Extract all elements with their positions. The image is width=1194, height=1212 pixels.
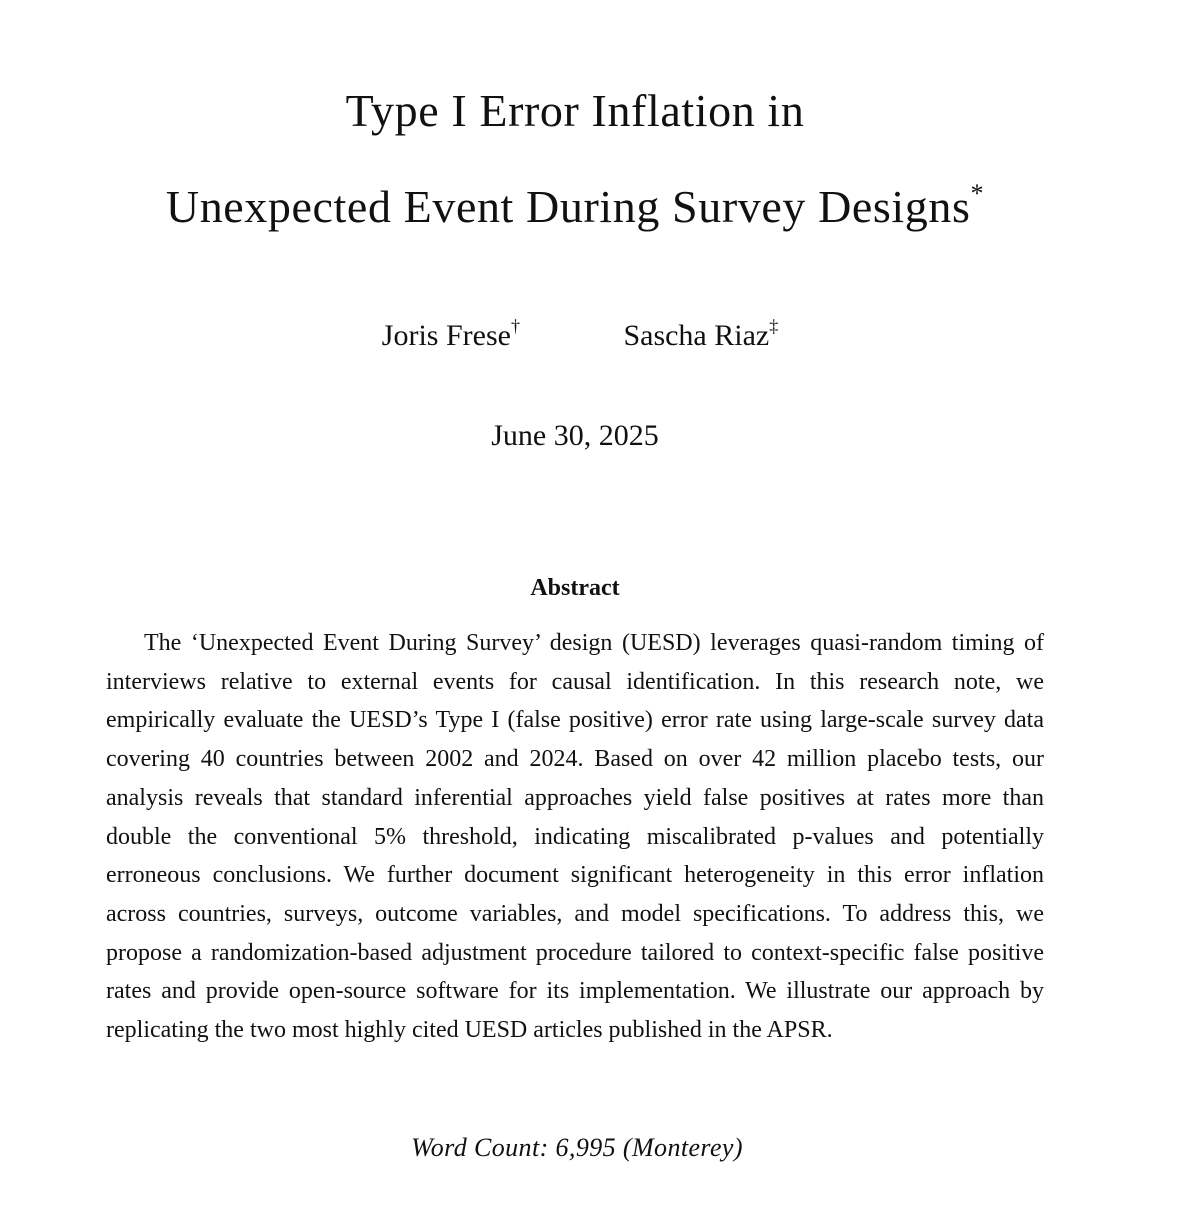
author-1-name: Joris Frese <box>381 319 511 352</box>
author-2-footnote-mark[interactable]: ‡ <box>769 316 779 336</box>
word-count: Word Count: 6,995 (Monterey) <box>411 1133 743 1162</box>
paper-title-line-1 <box>0 84 1150 138</box>
abstract-heading: Abstract <box>530 575 620 601</box>
abstract-body: The ‘Unexpected Event During Survey’ design (UESD) leverages quasi-random timing of interviews relative to external events for causal identification. In this research note, we empirically evaluate the UESD’s Type I (false positive) error rate using large-scale survey data covering 40 countries between 2002 and 2024. Based on over 42 million placebo tests, our analysis reveals that standard inferential approaches yield false positives at rates more than double the conventional 5% threshold, indicating miscalibrated p-values and potentially erroneous conclusions. We further document significant heterogeneity in this error inflation across countries, surveys, outcome variables, and model specifications. To address this, we propose a randomization-based adjustment procedure tailored to context-specific false positive rates and provide open-source software for its implementation. We illustrate our approach by replicating the two most highly cited UESD articles published in the APSR. <box>106 630 1044 1044</box>
title-line-2-text: Unexpected Event During Survey Designs <box>165 181 971 232</box>
title-line-1-text: Type I Error Inflation in <box>345 85 805 136</box>
author-1-footnote-mark[interactable]: † <box>510 316 520 336</box>
author-list <box>0 316 1160 356</box>
author-2 <box>623 316 778 356</box>
publication-date: June 30, 2025 <box>491 419 659 452</box>
title-footnote-mark[interactable]: * <box>970 178 985 208</box>
author-2-name: Sascha Riaz <box>623 319 770 352</box>
author-1 <box>382 316 520 356</box>
paper-title-line-2 <box>0 180 1150 234</box>
